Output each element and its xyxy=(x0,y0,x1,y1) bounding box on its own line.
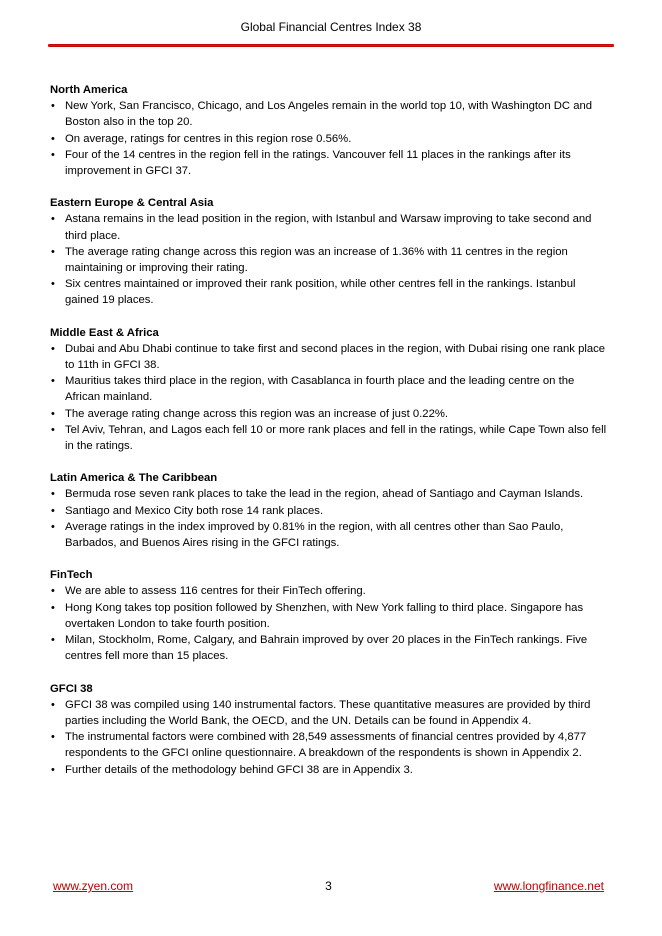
section-title: Eastern Europe & Central Asia xyxy=(50,197,214,210)
section-title: North America xyxy=(50,84,128,96)
header-title: Global Financial Centres Index 38 xyxy=(240,20,422,34)
bullet-icon: • xyxy=(51,100,55,113)
list-item-text: Milan, Stockholm, Rome, Calgary, and Bahrain improved by over 20 places in the FinTech rankings. Five centres fell more than 15 places. xyxy=(65,634,588,663)
list-item xyxy=(50,503,610,519)
section-latin-america-caribbean xyxy=(50,470,610,551)
list-item xyxy=(50,600,610,632)
section-title: FinTech xyxy=(50,569,93,582)
list-item xyxy=(50,98,610,130)
list-item xyxy=(50,131,610,147)
list-item-text: We are able to assess 116 centres for their FinTech offering. xyxy=(65,585,366,598)
list-item-text: Further details of the methodology behind GFCI 38 are in Appendix 3. xyxy=(65,763,413,776)
list-item-text: The average rating change across this region was an increase of 1.36% with 11 centres in the region maintaining or improving their rating. xyxy=(65,245,568,275)
bullet-list xyxy=(50,98,610,179)
page-header xyxy=(0,20,662,34)
bullet-icon: • xyxy=(51,601,55,614)
bullet-icon: • xyxy=(51,407,55,420)
list-item-text: New York, San Francisco, Chicago, and Los Angeles remain in the world top 10, with Washington DC and Boston also in the top 20. xyxy=(65,100,593,129)
bullet-icon: • xyxy=(51,278,55,291)
bullet-list xyxy=(50,486,610,551)
bullet-list xyxy=(50,341,610,454)
list-item xyxy=(50,632,610,664)
zyen-link[interactable]: www.zyen.com xyxy=(53,879,134,893)
list-item-text: The average rating change across this region was an increase of just 0.22%. xyxy=(65,407,449,420)
list-item-text: Santiago and Mexico City both rose 14 rank places. xyxy=(65,504,324,517)
bullet-icon: • xyxy=(51,520,55,533)
list-item xyxy=(50,729,610,761)
list-item-text: Dubai and Abu Dhabi continue to take first and second places in the region, with Dubai rising one rank place to 11th in GFCI 38. xyxy=(65,342,606,372)
list-item-text: Tel Aviv, Tehran, and Lagos each fell 10 or more rank places and fell in the ratings, while Cape Town also fell in the ratings. xyxy=(65,423,607,453)
bullet-icon: • xyxy=(51,504,55,517)
bullet-icon: • xyxy=(51,148,55,161)
bullet-list xyxy=(50,583,610,664)
list-item-text: Hong Kong takes top position followed by Shenzhen, with New York falling to third place. Singapore has overtaken London to take fourth position. xyxy=(65,601,584,630)
section-title: Middle East & Africa xyxy=(50,326,159,339)
bullet-list xyxy=(50,697,610,778)
bullet-icon: • xyxy=(51,763,55,776)
bullet-icon: • xyxy=(51,698,55,711)
bullet-icon: • xyxy=(51,375,55,388)
list-item xyxy=(50,341,610,373)
list-item-text: The instrumental factors were combined with 28,549 assessments of financial centres provided by 4,877 respondents to the GFCI online questionnaire. A breakdown of the respondents is shown in Appendix 2. xyxy=(65,731,587,760)
bullet-icon: • xyxy=(51,731,55,744)
list-item-text: Average ratings in the index improved by 0.81% in the region, with all centres other than Sao Paulo, Barbados, and Buenos Aires rising in the GFCI ratings. xyxy=(65,520,564,550)
list-item xyxy=(50,406,610,422)
section-title: Latin America & The Caribbean xyxy=(50,472,218,485)
list-item xyxy=(50,519,610,551)
bullet-icon: • xyxy=(51,585,55,598)
list-item-text: Mauritius takes third place in the region, with Casablanca in fourth place and the leading centre on the African mainland. xyxy=(65,375,575,404)
list-item xyxy=(50,762,610,778)
list-item-text: Bermuda rose seven rank places to take the lead in the region, ahead of Santiago and Cayman Islands. xyxy=(65,488,584,501)
list-item xyxy=(50,244,610,276)
section-middle-east-africa xyxy=(50,325,610,455)
list-item-text: On average, ratings for centres in this region rose 0.56%. xyxy=(65,132,352,145)
bullet-icon: • xyxy=(51,634,55,647)
list-item xyxy=(50,697,610,729)
list-item-text: Four of the 14 centres in the region fell in the ratings. Vancouver fell 11 places in the rankings after its improvement in GFCI 37. xyxy=(65,148,571,178)
bullet-icon: • xyxy=(51,342,55,355)
bullet-icon: • xyxy=(51,245,55,258)
section-north-america xyxy=(50,82,610,179)
list-item xyxy=(50,147,610,179)
list-item xyxy=(50,276,610,308)
list-item xyxy=(50,373,610,405)
list-item xyxy=(50,211,610,243)
bullet-icon: • xyxy=(51,423,55,436)
section-title: GFCI 38 xyxy=(50,682,93,695)
list-item xyxy=(50,583,610,599)
list-item-text: Astana remains in the lead position in the region, with Istanbul and Warsaw improving to take second and third place. xyxy=(65,213,592,242)
list-item xyxy=(50,486,610,502)
header-rule xyxy=(48,44,614,47)
list-item-text: Six centres maintained or improved their rank position, while other centres fell in the rankings. Istanbul gained 19 places. xyxy=(65,278,576,307)
bullet-icon: • xyxy=(51,488,55,501)
list-item-text: GFCI 38 was compiled using 140 instrumental factors. These quantitative measures are provided by third parties including the World Bank, the OECD, and the UN. Details can be found in Appendix 4. xyxy=(65,698,591,727)
bullet-icon: • xyxy=(51,213,55,226)
page-number: 3 xyxy=(325,879,332,893)
section-eastern-europe-central-asia xyxy=(50,195,610,308)
page-content xyxy=(50,82,610,794)
section-fintech xyxy=(50,567,610,664)
longfinance-link[interactable]: www.longfinance.net xyxy=(493,879,604,893)
section-gfci-38 xyxy=(50,681,610,778)
list-item xyxy=(50,422,610,454)
bullet-icon: • xyxy=(51,132,55,145)
bullet-list xyxy=(50,211,610,308)
